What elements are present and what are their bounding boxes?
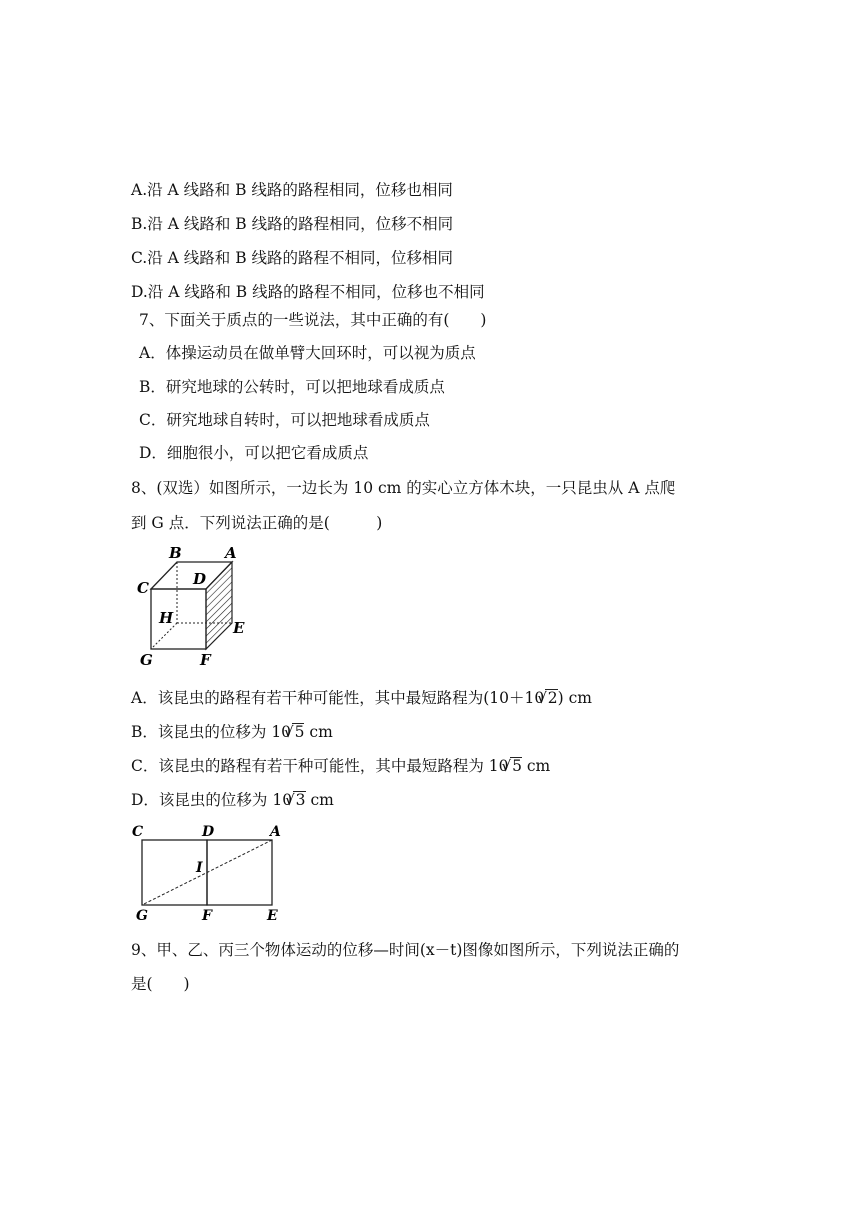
q8-option-c-post: cm [521, 757, 551, 775]
net-label-f: F [202, 908, 212, 924]
q8-option-b-post: cm [304, 723, 333, 741]
q8-option-a-post: ) cm [557, 689, 592, 707]
net-label-i: I [196, 860, 203, 876]
cube-label-b: B [169, 544, 182, 562]
net-label-d: D [202, 824, 215, 840]
q7-option-b: B．研究地球的公转时，可以把地球看成质点 [139, 378, 445, 396]
q8-option-c [131, 756, 550, 776]
q7-stem: 7、下面关于质点的一些说法，其中正确的有( ) [139, 311, 487, 329]
cube-figure [130, 542, 260, 670]
q6-option-d: D.沿 A 线路和 B 线路的路程不相同，位移也不相同 [131, 283, 485, 301]
q6-option-c: C.沿 A 线路和 B 线路的路程不相同，位移相同 [131, 249, 454, 267]
q8-option-d-post: cm [305, 791, 334, 809]
cube-label-d: D [193, 570, 207, 588]
cube-label-c: C [137, 579, 149, 597]
cube-label-e: E [233, 619, 245, 637]
q7-option-c: C．研究地球自转时，可以把地球看成质点 [139, 411, 430, 429]
cube-label-h: H [159, 609, 174, 627]
q6-option-b: B.沿 A 线路和 B 线路的路程相同，位移不相同 [131, 215, 454, 233]
net-label-c: C [132, 824, 144, 840]
cube-label-g: G [140, 651, 153, 669]
net-right-rect [207, 840, 272, 905]
net-label-a: A [270, 824, 281, 840]
q8-option-a-pre: A．该昆虫的路程有若干种可能性，其中最短路程为(10＋10 [131, 689, 545, 707]
sqrt-radicand: √ 2 [545, 689, 557, 706]
q8-option-b [131, 722, 333, 742]
net-figure [128, 822, 288, 924]
cube-label-a: A [225, 544, 237, 562]
q9-stem-line2: 是( ) [131, 975, 190, 993]
q8-stem-line1: 8、(双选）如图所示，一边长为 10 cm 的实心立方体木块，一只昆虫从 A 点爬 [131, 479, 676, 497]
q7-option-d: D．细胞很小，可以把它看成质点 [139, 444, 369, 462]
q8-option-d [131, 790, 334, 810]
net-label-g: G [136, 908, 148, 924]
net-label-e: E [267, 908, 278, 924]
cube-label-f: F [200, 651, 211, 669]
sqrt-radicand: √ 5 [292, 723, 304, 740]
q7-option-a: A．体操运动员在做单臂大回环时，可以视为质点 [139, 344, 476, 362]
sqrt-radicand: √ 5 [510, 757, 522, 774]
q9-stem-line1: 9、甲、乙、丙三个物体运动的位移—时间(x－t)图像如图所示，下列说法正确的 [131, 941, 680, 959]
q8-option-a [131, 688, 592, 708]
q8-option-c-pre: C．该昆虫的路程有若干种可能性，其中最短路程为 10 [131, 757, 509, 775]
q8-option-b-pre: B．该昆虫的位移为 10 [131, 723, 292, 741]
sqrt-radicand: √ 3 [293, 791, 305, 808]
q8-option-d-pre: D．该昆虫的位移为 10 [131, 791, 293, 809]
q8-stem-line2: 到 G 点．下列说法正确的是( ) [131, 514, 383, 532]
q6-option-a: A.沿 A 线路和 B 线路的路程相同，位移也相同 [131, 181, 453, 199]
